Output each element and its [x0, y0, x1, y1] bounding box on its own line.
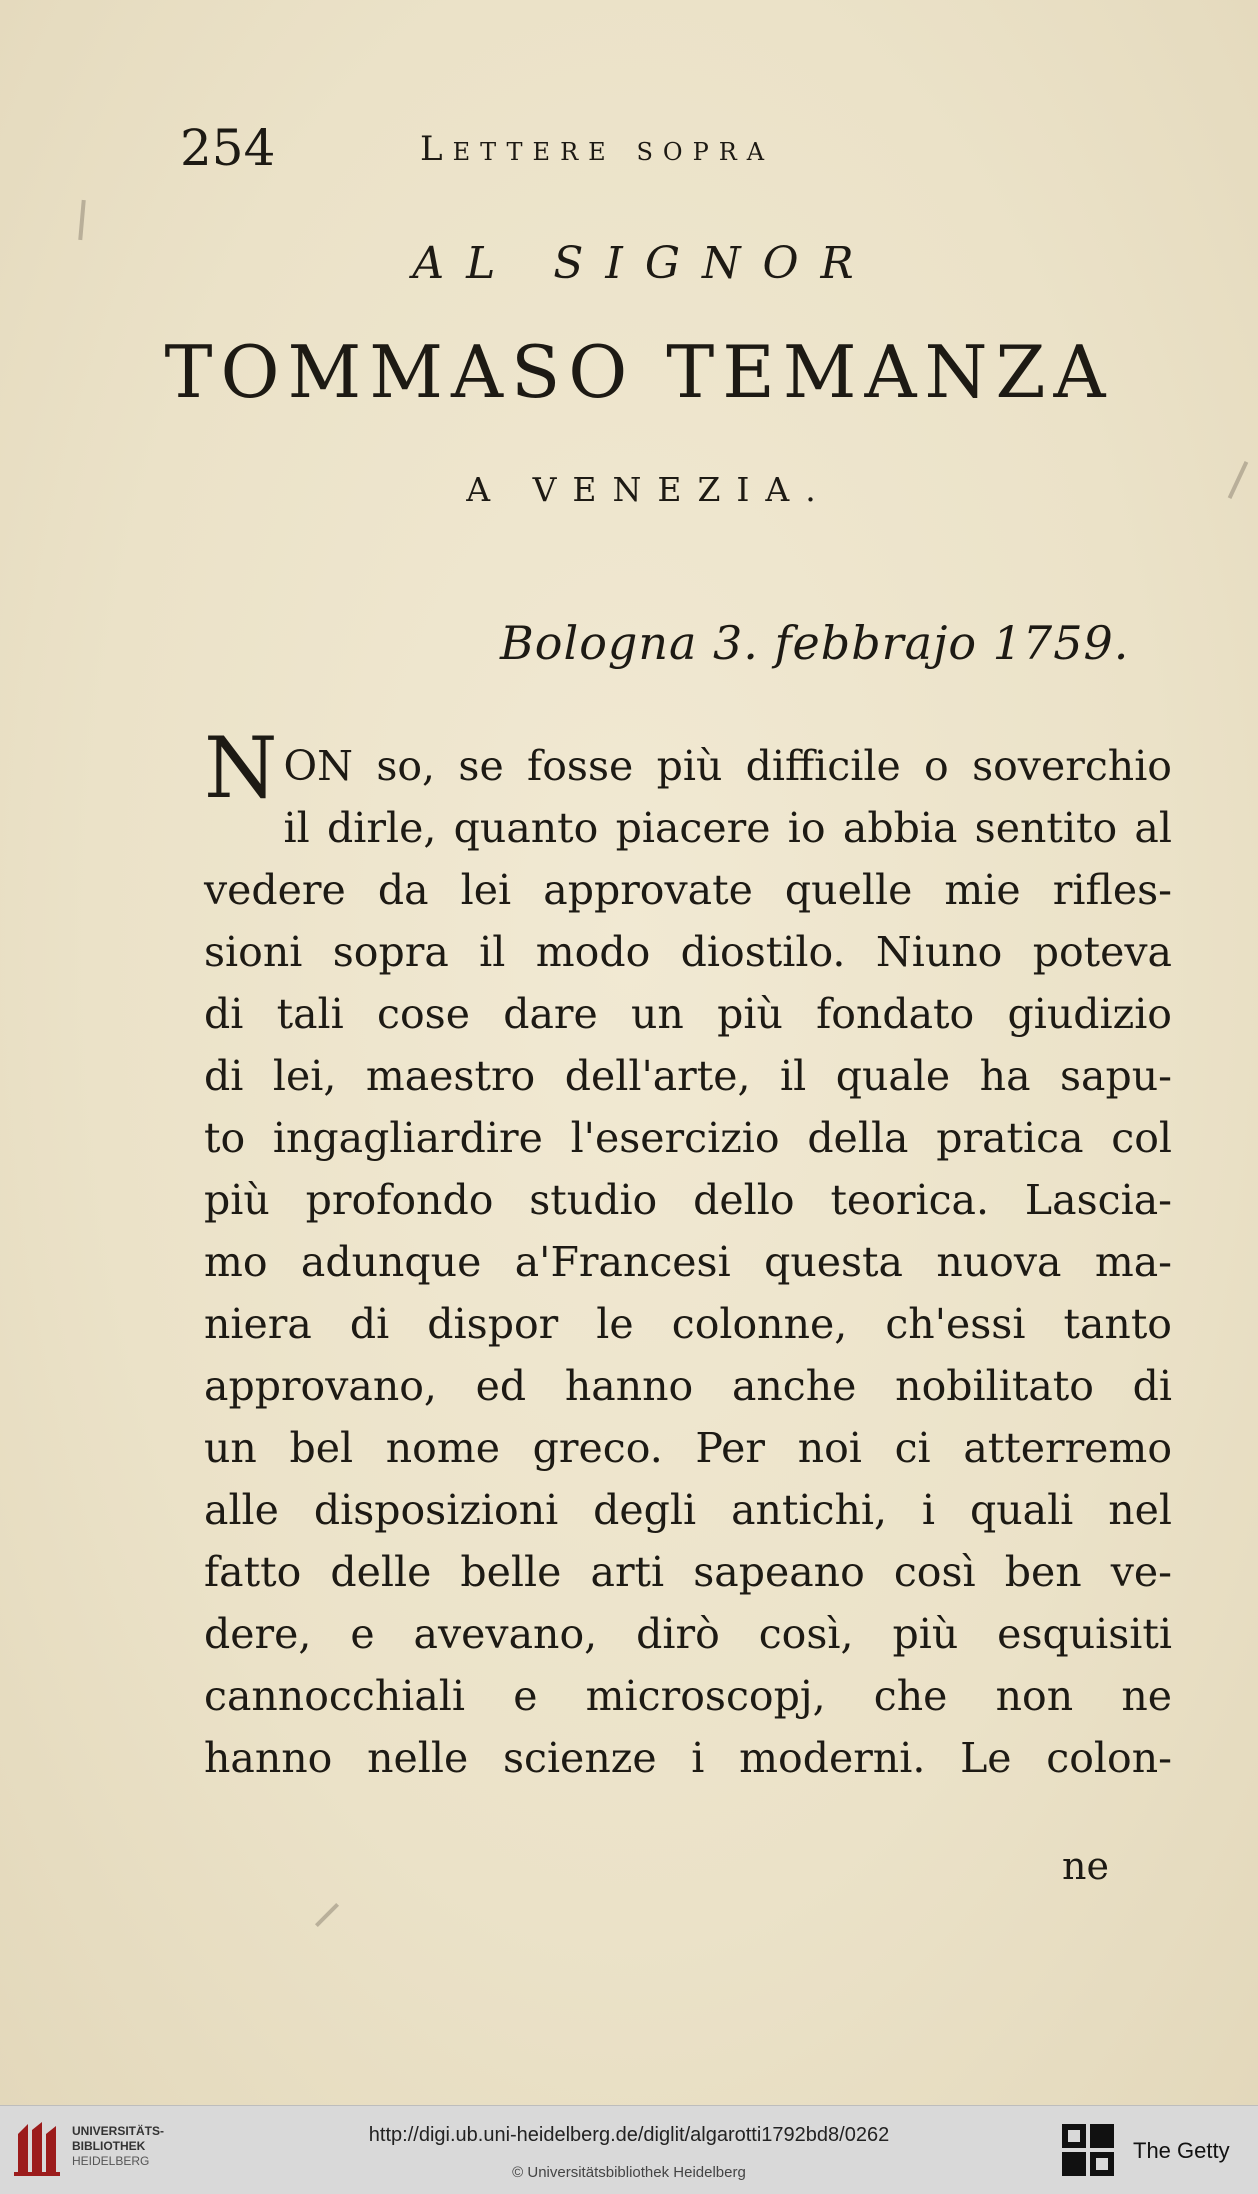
body-line-first — [204, 719, 1172, 817]
permalink[interactable]: http://digi.ub.uni-heidelberg.de/diglit/algarotti1792bd8/0262 — [368, 2124, 890, 2146]
library-name-line: UNIVERSITÄTS- — [72, 2124, 165, 2138]
body-line: vedere da lei approvate quelle mie rifles- — [204, 866, 1172, 914]
body-line: dere, e avevano, dirò così, più esquisiti — [204, 1610, 1172, 1658]
page-mark — [78, 200, 85, 240]
body-line: alle disposizioni degli antichi, i quali nel — [204, 1486, 1172, 1534]
library-name-line: HEIDELBERG — [72, 2154, 150, 2168]
body-line: di tali cose dare un più fondato giudizio — [204, 990, 1172, 1038]
body-line: niera di dispor le colonne, ch'essi tanto — [204, 1300, 1172, 1348]
running-head-title: Lettere sopra — [420, 129, 775, 169]
body-line: to ingagliardire l'esercizio della pratica col — [204, 1114, 1172, 1162]
library-name-line: BIBLIOTHEK — [72, 2139, 146, 2153]
body-line: fatto delle belle arti sapeano così ben ve- — [204, 1548, 1172, 1596]
body-line: più profondo studio dello teorica. Lascia- — [204, 1176, 1172, 1224]
body-line: cannocchiali e microscopj, che non ne — [204, 1672, 1172, 1720]
page-mark — [315, 1903, 339, 1927]
letter-body — [204, 719, 1172, 1789]
body-line: di lei, maestro dell'arte, il quale ha sapu- — [204, 1052, 1172, 1100]
body-line: approvano, ed hanno anche nobilitato di — [204, 1362, 1172, 1410]
catchword: ne — [1062, 1844, 1109, 1888]
viewer-footer — [0, 2105, 1258, 2194]
body-line: hanno nelle scienze i moderni. Le colon- — [204, 1734, 1172, 1782]
letter-city: A VENEZIA. — [466, 470, 832, 509]
partner-name: The Getty — [1133, 2138, 1230, 2163]
letter-dateline: Bologna 3. febbrajo 1759. — [500, 616, 1130, 670]
body-line: il dirle, quanto piacere io abbia sentito al — [283, 804, 1172, 852]
page-number: 254 — [180, 119, 276, 177]
letter-recipient: TOMMASO TEMANZA — [164, 330, 1114, 414]
drop-cap: N — [204, 719, 278, 817]
copyright-notice: © Universitätsbibliothek Heidelberg — [512, 2164, 746, 2181]
body-line: un bel nome greco. Per noi ci atterremo — [204, 1424, 1172, 1472]
letter-salutation: AL SIGNOR — [412, 238, 876, 289]
getty-logo-icon — [1060, 2122, 1116, 2178]
first-line-text: ON so, se fosse più difficile o soverchio — [283, 742, 1172, 790]
running-head — [180, 118, 1180, 178]
body-line: mo adunque a'Francesi questa nuova ma- — [204, 1238, 1172, 1286]
body-line: sioni sopra il modo diostilo. Niuno poteva — [204, 928, 1172, 976]
